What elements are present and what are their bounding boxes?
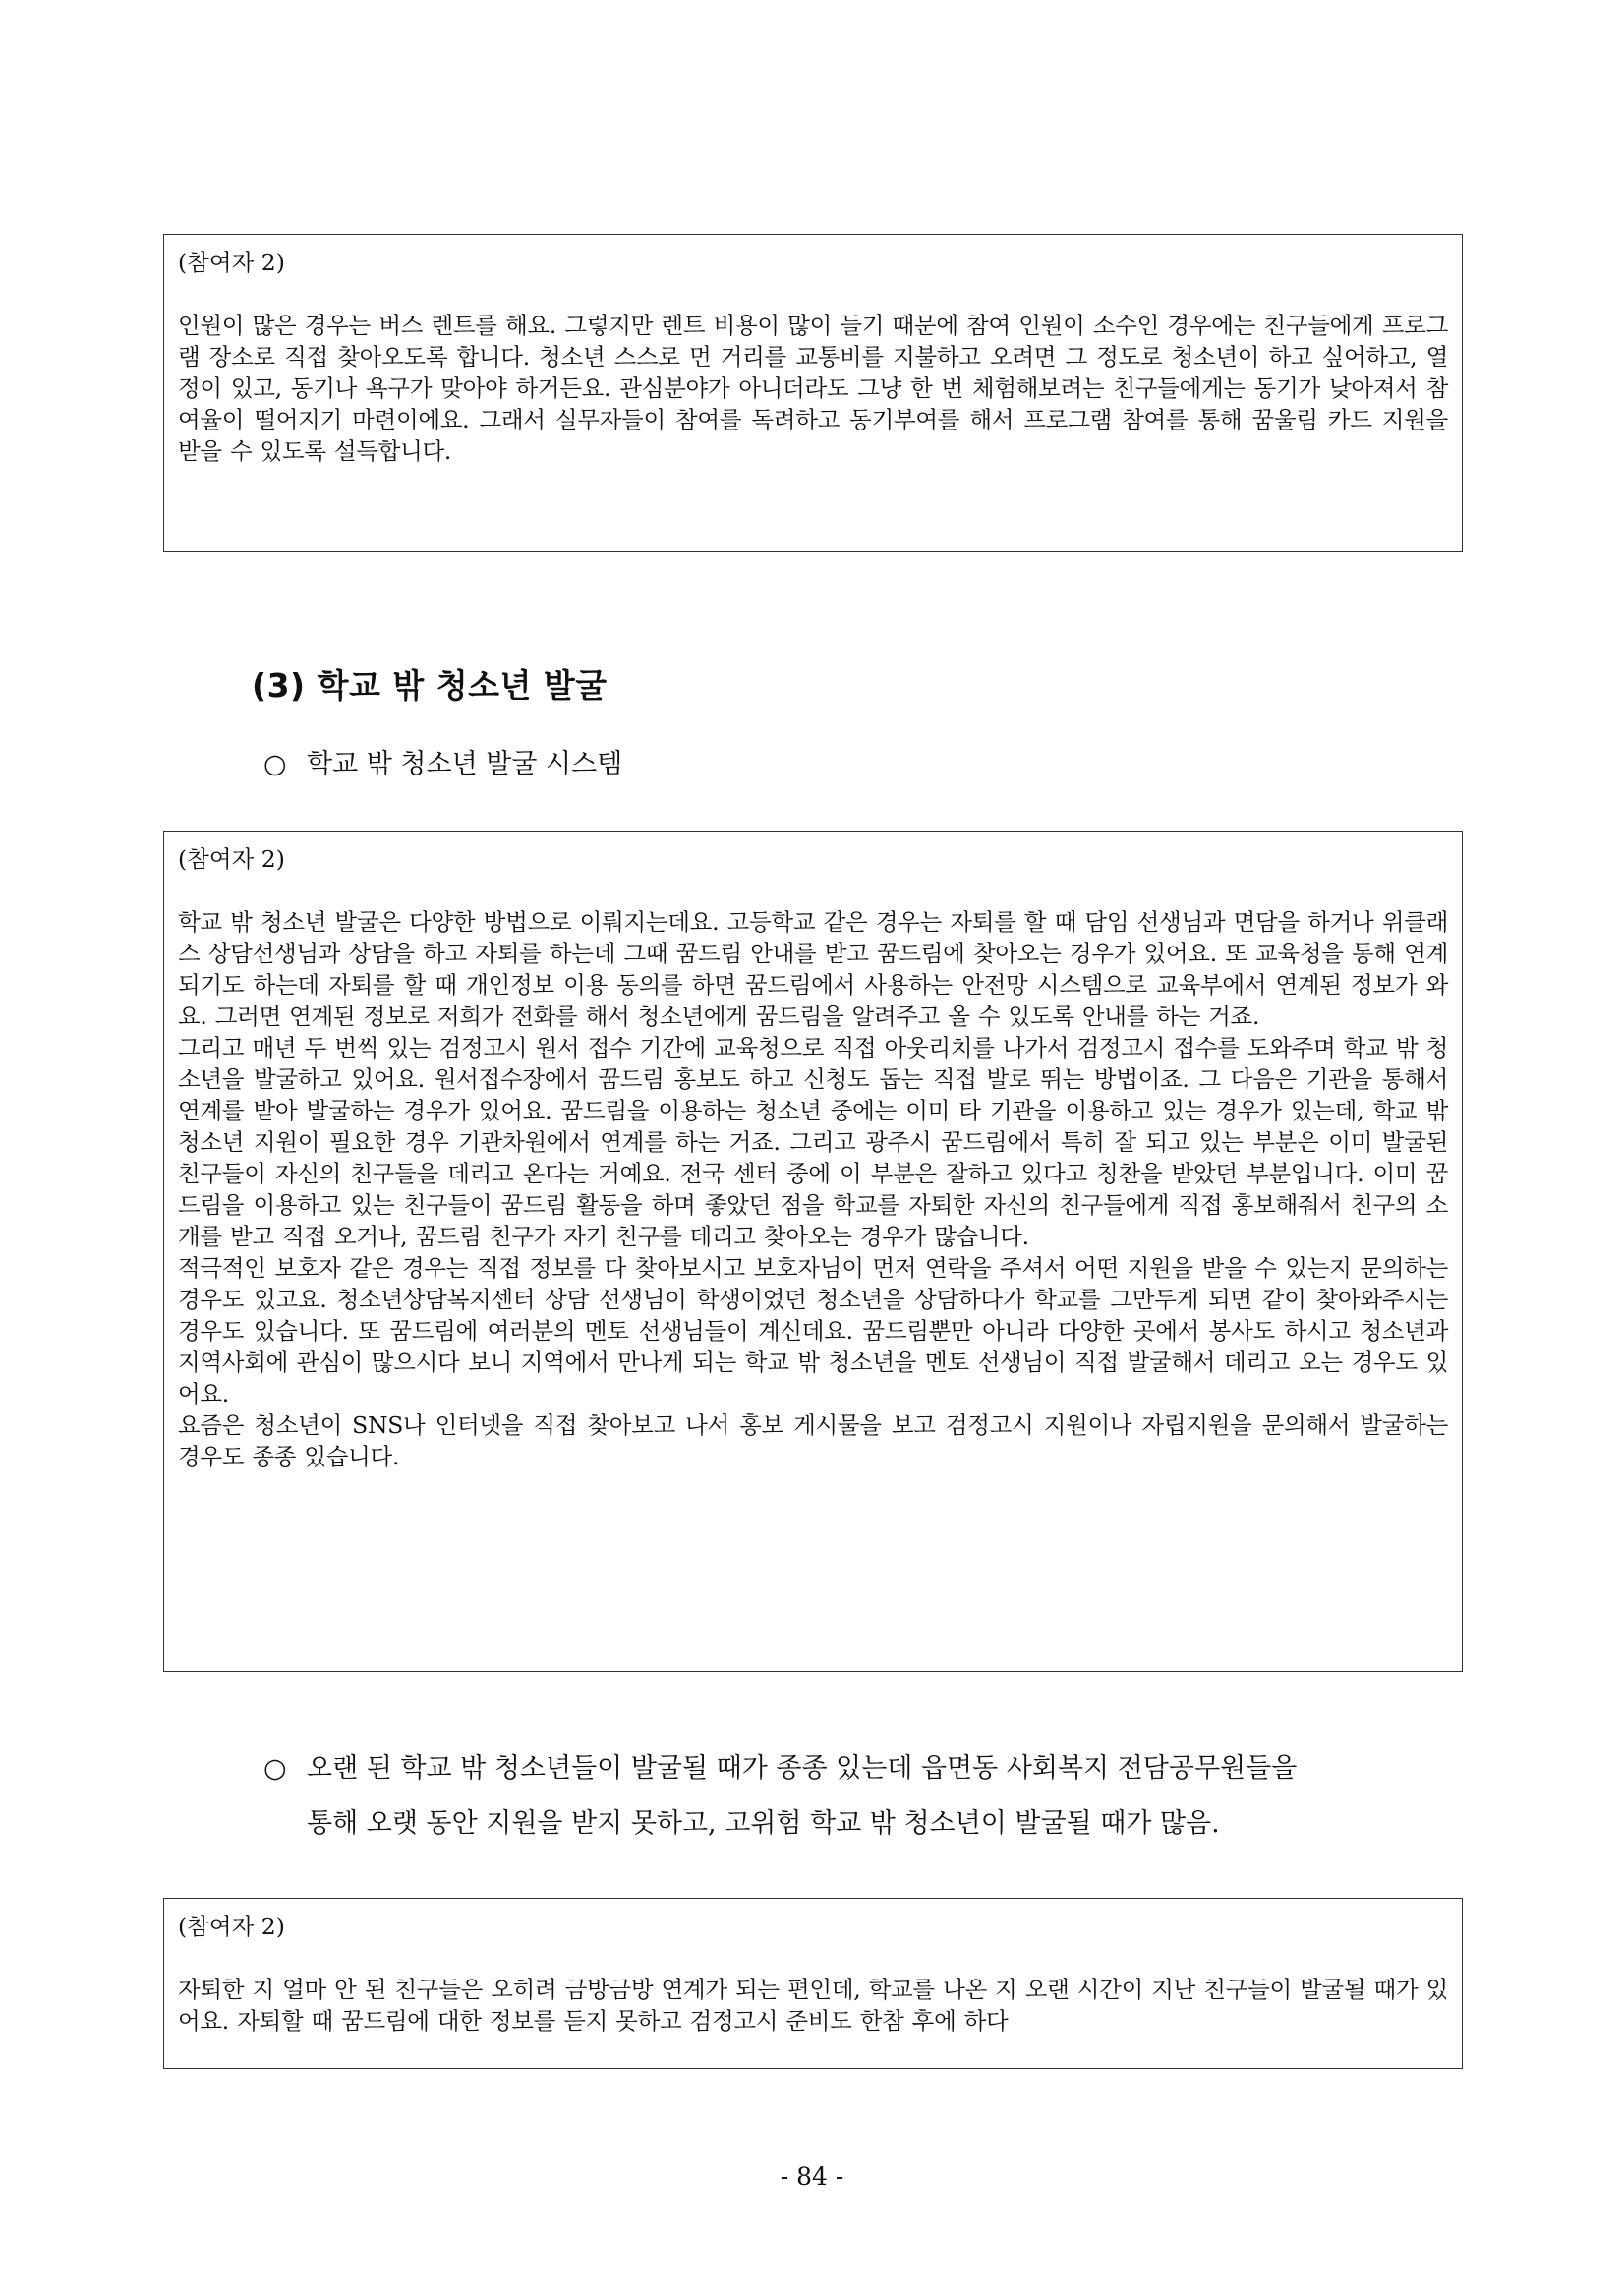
interview-paragraph: 그리고 매년 두 번씩 있는 검정고시 원서 접수 기간에 교육청으로 직접 아웃리치를 나가서 검정고시 접수를 도와주며 학교 밖 청소년을 발굴하고 있어요. 원서접수장에서 꿈드림 홍보도 하고 신청도 돕는 직접 발로 뛰는 방법이죠. 그 다음은 기관을 통해서 연계를 받아 발굴하는 경우가 있어요. 꿈드림을 이용하는 청소년 중에는 이미 타 기관을 이용하고 있는 경우가 있는데, 학교 밖 청소년 지원이 필요한 경우 기관차원에서 연계를 하는 거죠. 그리고 광주시 꿈드림에서 특히 잘 되고 있는 부분은 이미 발굴된 친구들이 자신의 친구들을 데리고 온다는 거예요. 전국 센터 중에 이 부분은 잘하고 있다고 칭찬을 받았던 부분입니다. 이미 꿈드림을 이용하고 있는 친구들이 꿈드림 활동을 하며 좋았던 점을 학교를 자퇴한 자신의 친구들에게 직접 홍보해줘서 친구의 소개를 받고 직접 오거나, 꿈드림 친구가 자기 친구를 데리고 찾아오는 경우가 많습니다.	[178, 1034, 1448, 1250]
participant-label: (참여자 2)	[178, 1913, 285, 1940]
interview-box-2	[163, 831, 1463, 1672]
participant-label: (참여자 2)	[178, 249, 285, 276]
bullet-item	[263, 737, 622, 792]
interview-paragraph: 학교 밖 청소년 발굴은 다양한 방법으로 이뤄지는데요. 고등학교 같은 경우는 자퇴를 할 때 담임 선생님과 면담을 하거나 위클래스 상담선생님과 상담을 하고 자퇴를 하는데 그때 꿈드림 안내를 받고 꿈드림에 찾아오는 경우가 있어요. 또 교육청을 통해 연계되기도 하는데 자퇴를 할 때 개인정보 이용 동의를 하면 꿈드림에서 사용하는 안전망 시스템으로 교육부에서 연계된 정보가 와요. 그러면 연계된 정보로 저희가 전화를 해서 청소년에게 꿈드림을 알려주고 올 수 있도록 안내를 하는 거죠.	[178, 908, 1448, 1030]
section-title: (3) 학교 밖 청소년 발굴	[252, 666, 608, 705]
bullet-text-line-1: 오랜 된 학교 밖 청소년들이 발굴될 때가 종종 있는데 읍면동 사회복지 전담공무원들을	[307, 1753, 1298, 1784]
circle-bullet-icon: ○	[263, 749, 287, 779]
interview-box-1	[163, 234, 1463, 552]
interview-paragraph: 인원이 많은 경우는 버스 렌트를 해요. 그렇지만 렌트 비용이 많이 들기 때문에 참여 인원이 소수인 경우에는 친구들에게 프로그램 장소로 직접 찾아오도록 합니다. 청소년 스스로 먼 거리를 교통비를 지불하고 오려면 그 정도로 청소년이 하고 싶어하고, 열정이 있고, 동기나 욕구가 맞아야 하거든요. 관심분야가 아니더라도 그냥 한 번 체험해보려는 친구들에게는 동기가 낮아져서 참여율이 떨어지기 마련이에요. 그래서 실무자들이 참여를 독려하고 동기부여를 해서 프로그램 참여를 통해 꿈울림 카드 지원을 받을 수 있도록 설득합니다.	[178, 312, 1448, 465]
interview-paragraph: 자퇴한 지 얼마 안 된 친구들은 오히려 금방금방 연계가 되는 편인데, 학교를 나온 지 오랜 시간이 지난 친구들이 발굴될 때가 있어요. 자퇴할 때 꿈드림에 대한 정보를 듣지 못하고 검정고시 준비도 한참 후에 하다	[178, 1976, 1448, 2035]
interview-paragraph: 요즘은 청소년이 SNS나 인터넷을 직접 찾아보고 나서 홍보 게시물을 보고 검정고시 지원이나 자립지원을 문의해서 발굴하는 경우도 종종 있습니다.	[178, 1411, 1448, 1470]
participant-label: (참여자 2)	[178, 845, 285, 873]
page-number: - 84 -	[780, 2162, 844, 2191]
circle-bullet-icon: ○	[263, 1753, 287, 1784]
bullet-text: 학교 밖 청소년 발굴 시스템	[307, 749, 623, 779]
bullet-item	[263, 1742, 1482, 1852]
interview-box-3	[163, 1898, 1463, 2069]
bullet-text-line-2: 통해 오랫 동안 지원을 받지 못하고, 고위험 학교 밖 청소년이 발굴될 때가 많음.	[307, 1808, 1220, 1839]
interview-paragraph: 적극적인 보호자 같은 경우는 직접 정보를 다 찾아보시고 보호자님이 먼저 연락을 주셔서 어떤 지원을 받을 수 있는지 문의하는 경우도 있고요. 청소년상담복지센터 상담 선생님이 학생이었던 청소년을 상담하다가 학교를 그만두게 되면 같이 찾아와주시는 경우도 있습니다. 또 꿈드림에 여러분의 멘토 선생님들이 계신데요. 꿈드림뿐만 아니라 다양한 곳에서 봉사도 하시고 청소년과 지역사회에 관심이 많으시다 보니 지역에서 만나게 되는 학교 밖 청소년을 멘토 선생님이 직접 발굴해서 데리고 오는 경우도 있어요.	[178, 1254, 1448, 1407]
